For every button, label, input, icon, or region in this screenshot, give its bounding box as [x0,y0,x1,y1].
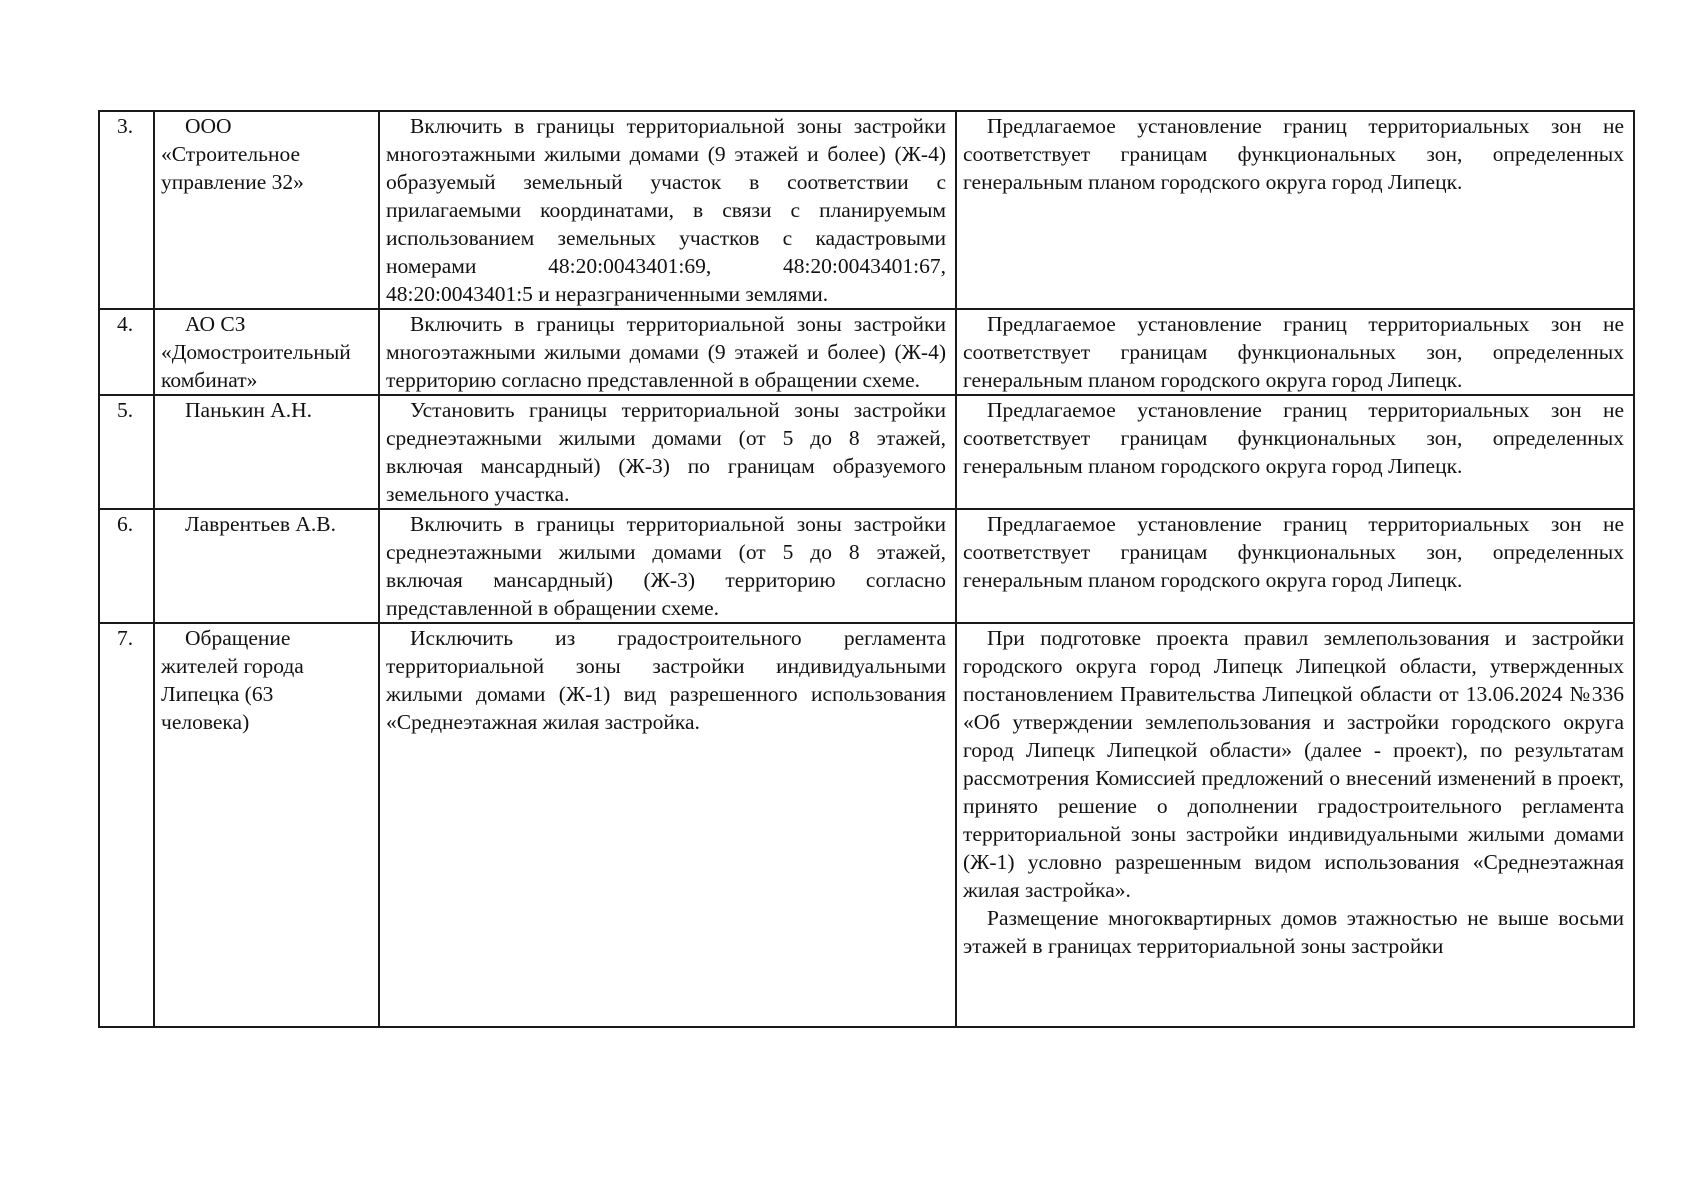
proposal-text: Установить границы территориальной зоны застройки среднеэтажными жилыми домами (от 5 до 8 этажей, включая мансардный) (Ж-3) по границам образуемого земельного участка. [386,398,946,506]
proposal-text: Включить в границы территориальной зоны застройки многоэтажными жилыми домами (9 этажей и более) (Ж-4) территорию согласно представленной в обращении схеме. [386,312,946,392]
row-number: 3. [99,111,154,309]
proposal-text: Исключить из градостроительного регламента территориальной зоны застройки индивидуальными жилыми домами (Ж-1) вид разрешенного использования «Среднеэтажная жилая застройка. [386,626,946,734]
applicant-line: жителей города [161,654,304,678]
table-row [99,309,1634,395]
applicant-cell [154,111,379,309]
proposals-table [98,110,1635,1028]
applicant-cell [154,623,379,1027]
proposal-cell [379,111,956,309]
applicant-line: Обращение [185,626,291,650]
row-number: 4. [99,309,154,395]
table-row [99,395,1634,509]
decision-text: Предлагаемое установление границ территориальных зон не соответствует границам функциональных зон, определенных генеральным планом городского округа город Липецк. [963,312,1624,392]
row-number: 7. [99,623,154,1027]
applicant-line: Лаврентьев А.В. [185,512,336,536]
proposal-text: Включить в границы территориальной зоны застройки среднеэтажными жилыми домами (от 5 до 8 этажей, включая мансардный) (Ж-3) территорию согласно представленной в обращении схеме. [386,512,946,620]
decision-text: Размещение многоквартирных домов этажностью не выше восьми этажей в границах территориальной зоны застройки [963,906,1624,958]
applicant-line: Липецка (63 [161,682,274,706]
applicant-line: человека) [161,710,250,734]
applicant-cell [154,509,379,623]
table-row [99,111,1634,309]
proposal-cell [379,509,956,623]
proposal-text: Включить в границы территориальной зоны застройки многоэтажными жилыми домами (9 этажей и более) (Ж-4) образуемый земельный участок в соответствии с прилагаемыми координатами, в связи с планируемым использованием земельных участков с кадастровыми номерами 48:20:0043401:69, 48:20:0043401:67, 48:20:0043401:5 и неразграниченными землями. [386,114,946,306]
applicant-line: «Домостроительный [161,340,351,364]
decision-cell [956,309,1634,395]
applicant-cell [154,309,379,395]
decision-cell [956,395,1634,509]
decision-cell [956,623,1634,1027]
row-number: 5. [99,395,154,509]
proposal-cell [379,395,956,509]
applicant-line: Панькин А.Н. [185,398,313,422]
applicant-line: АО СЗ [185,312,246,336]
proposal-cell [379,309,956,395]
table-row [99,509,1634,623]
applicant-line: ООО [185,114,232,138]
decision-text: Предлагаемое установление границ территориальных зон не соответствует границам функциональных зон, определенных генеральным планом городского округа город Липецк. [963,512,1624,592]
table-row [99,623,1634,1027]
applicant-line: комбинат» [161,368,258,392]
applicant-cell [154,395,379,509]
proposal-cell [379,623,956,1027]
row-number: 6. [99,509,154,623]
decision-text: Предлагаемое установление границ территориальных зон не соответствует границам функциональных зон, определенных генеральным планом городского округа город Липецк. [963,398,1624,478]
decision-cell [956,111,1634,309]
applicant-line: «Строительное [161,142,301,166]
decision-text: При подготовке проекта правил землепользования и застройки городского округа город Липецк Липецкой области, утвержденных постановлением Правительства Липецкой области от 13.06.2024 №336 «Об утверждении землепользования и застройки городского округа город Липецк Липецкой области» (далее - проект), по результатам рассмотрения Комиссией предложений о внесений изменений в проект, принято решение о дополнении градостроительного регламента территориальной зоны застройки индивидуальными жилыми домами (Ж-1) условно разрешенным видом использования «Среднеэтажная жилая застройка». [963,626,1624,902]
applicant-line: управление 32» [161,170,304,194]
decision-cell [956,509,1634,623]
decision-text: Предлагаемое установление границ территориальных зон не соответствует границам функциональных зон, определенных генеральным планом городского округа город Липецк. [963,114,1624,194]
decision-text-container [963,624,1624,1026]
